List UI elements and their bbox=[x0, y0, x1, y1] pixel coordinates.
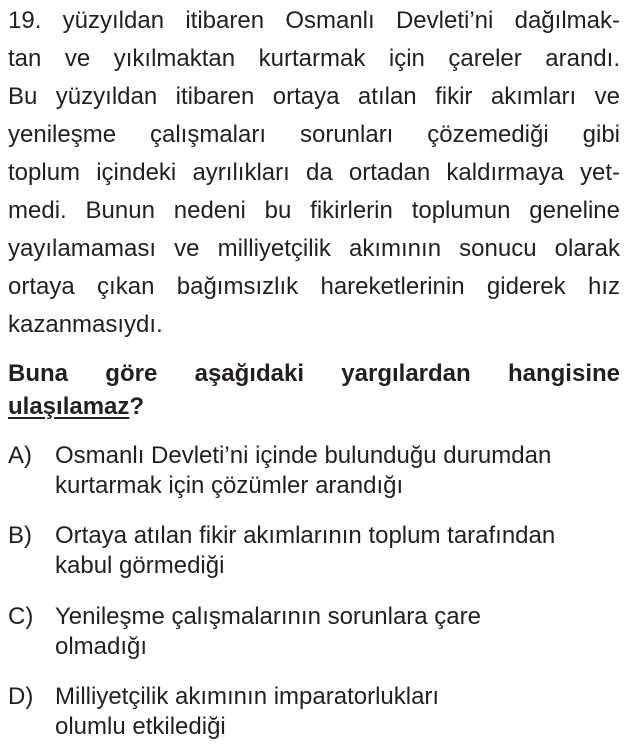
passage-line: tan ve yıkılmaktan kurtarmak için çareler arandı. bbox=[8, 45, 620, 72]
option-text bbox=[55, 682, 620, 742]
passage-line: yayılamaması ve milliyetçilik akımının sonucu olarak bbox=[8, 235, 620, 262]
option-letter: B) bbox=[8, 522, 32, 549]
passage-line: Bu yüzyıldan itibaren ortaya atılan fikir akımları ve bbox=[8, 83, 620, 110]
negation-keyword: ulaşılamaz bbox=[8, 393, 130, 420]
question-line bbox=[8, 392, 620, 422]
passage-line: kazanmasıydı. bbox=[8, 311, 163, 338]
option-text-line: olumlu etkilediği bbox=[55, 713, 226, 740]
option-text-line: kurtarmak için çözümler arandığı bbox=[55, 472, 404, 499]
passage-line: ortaya çıkan bağımsızlık hareketlerinin giderek hız bbox=[8, 273, 620, 300]
option-b[interactable] bbox=[8, 521, 620, 581]
question-mark: ? bbox=[129, 393, 145, 420]
option-a[interactable] bbox=[8, 441, 620, 501]
option-letter: D) bbox=[8, 683, 34, 710]
passage-line: yenileşme çalışmaları sorunları çözemediği gibi bbox=[8, 121, 620, 148]
option-text bbox=[55, 441, 620, 501]
option-text-line: kabul görmediği bbox=[55, 552, 225, 579]
option-text-line: Ortaya atılan fikir akımlarının toplum tarafından bbox=[55, 522, 556, 549]
option-letter: A) bbox=[8, 442, 32, 469]
option-text-line: olmadığı bbox=[55, 633, 148, 660]
option-d[interactable] bbox=[8, 682, 620, 742]
option-c[interactable] bbox=[8, 602, 620, 662]
question-line: Buna göre aşağıdaki yargılardan hangisine bbox=[8, 360, 620, 387]
passage-line: toplum içindeki ayrılıkları da ortadan kaldırmaya yet- bbox=[8, 159, 620, 186]
option-text-line: Milliyetçilik akımının imparatorlukları bbox=[55, 683, 440, 710]
passage-line: medi. Bunun nedeni bu fikirlerin toplumun geneline bbox=[8, 197, 620, 224]
passage-line: 19. yüzyıldan itibaren Osmanlı Devleti’ni dağılmak- bbox=[8, 7, 620, 34]
option-text bbox=[55, 521, 620, 581]
option-letter: C) bbox=[8, 603, 34, 630]
option-text-line: Yenileşme çalışmalarının sorunlara çare bbox=[55, 603, 481, 630]
option-text bbox=[55, 602, 620, 662]
option-text-line: Osmanlı Devleti’ni içinde bulunduğu durumdan bbox=[55, 442, 552, 469]
